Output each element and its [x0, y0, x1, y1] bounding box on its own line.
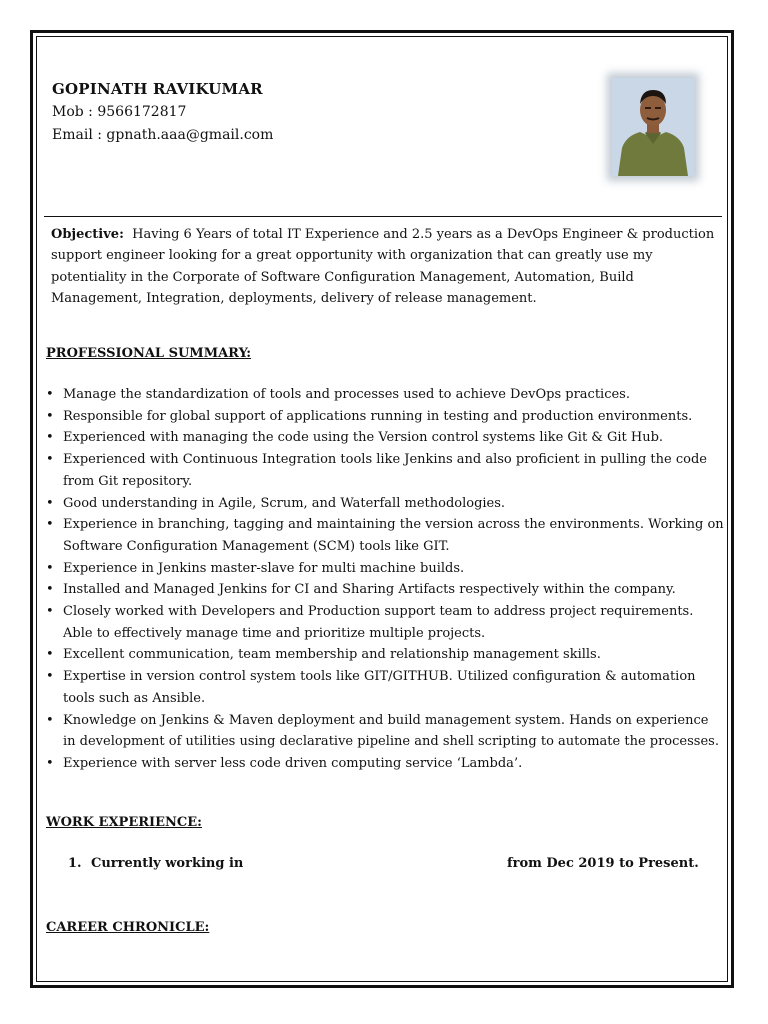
profile-photo-image — [612, 78, 694, 176]
summary-bullet-item — [44, 601, 724, 644]
bullet-dot-icon: • — [46, 755, 54, 771]
summary-bullet-item — [44, 449, 724, 492]
summary-bullet-item — [44, 666, 724, 709]
summary-bullet-item — [44, 384, 724, 406]
objective-text: Having 6 Years of total IT Experience and 2.5 years as a DevOps Engineer & production support engineer looking for a great opportunity with organization that can greatly use my potentiality in the Corporate of Software Configuration Management, Automation, Build Management, Integration, deployments, delivery of release management. — [51, 227, 715, 306]
work-item-number: 1. — [68, 856, 82, 871]
summary-bullet-item — [44, 514, 724, 557]
email-address: Email : gpnath.aaa@gmail.com — [52, 127, 274, 143]
bullet-dot-icon: • — [46, 669, 54, 685]
summary-bullet-text: Experienced with managing the code using the Version control systems like Git & Git Hub. — [63, 430, 664, 446]
summary-bullet-item — [44, 710, 724, 753]
bullet-dot-icon: • — [46, 582, 54, 598]
bullet-dot-icon: • — [46, 495, 54, 511]
summary-bullet-text: Experienced with Continuous Integration tools like Jenkins and also proficient in pulling the code from Git repository. — [63, 452, 707, 489]
mobile-number: Mob : 9566172817 — [52, 104, 187, 120]
summary-bullet-item — [44, 753, 724, 775]
summary-bullet-text: Manage the standardization of tools and processes used to achieve DevOps practices. — [63, 387, 630, 402]
bullet-dot-icon: • — [46, 430, 54, 446]
bullet-dot-icon: • — [46, 647, 54, 663]
candidate-name: GOPINATH RAVIKUMAR — [52, 80, 263, 98]
work-experience-heading: WORK EXPERIENCE: — [46, 815, 202, 830]
summary-bullet-item — [44, 493, 724, 515]
bullet-dot-icon: • — [46, 604, 54, 620]
summary-bullet-item — [44, 406, 724, 428]
objective-section — [51, 224, 723, 309]
bullet-dot-icon: • — [46, 408, 54, 424]
work-item-period: from Dec 2019 to Present. — [507, 856, 699, 871]
summary-bullet-item — [44, 579, 724, 601]
professional-summary-list — [44, 384, 724, 775]
summary-bullet-text: Experience in branching, tagging and maintaining the version across the environments. Working on Software Configuration Management (SCM) tools like GIT. — [63, 517, 724, 554]
summary-bullet-text: Excellent communication, team membership and relationship management skills. — [63, 647, 601, 663]
summary-bullet-text: Responsible for global support of applications running in testing and production environments. — [63, 408, 693, 424]
professional-summary-heading: PROFESSIONAL SUMMARY: — [46, 346, 252, 361]
career-chronicle-heading: CAREER CHRONICLE: — [46, 920, 210, 935]
work-item-text: Currently working in — [91, 856, 244, 871]
summary-bullet-item — [44, 427, 724, 449]
summary-bullet-text: Good understanding in Agile, Scrum, and Waterfall methodologies. — [63, 495, 506, 511]
summary-bullet-text: Installed and Managed Jenkins for CI and Sharing Artifacts respectively within the company. — [63, 582, 676, 598]
summary-bullet-text: Experience with server less code driven computing service ‘Lambda’. — [63, 755, 523, 771]
profile-photo — [612, 78, 694, 176]
header-divider — [44, 216, 722, 217]
bullet-dot-icon: • — [46, 387, 54, 402]
summary-bullet-item — [44, 644, 724, 666]
summary-bullet-text: Experience in Jenkins master-slave for multi machine builds. — [63, 560, 465, 576]
bullet-dot-icon: • — [46, 517, 54, 533]
bullet-dot-icon: • — [46, 452, 54, 468]
summary-bullet-text: Expertise in version control system tools like GIT/GITHUB. Utilized configuration & automation tools such as Ansible. — [63, 669, 696, 706]
bullet-dot-icon: • — [46, 712, 54, 728]
summary-bullet-text: Closely worked with Developers and Production support team to address project requirements. Able to effectively manage time and prioritize multiple projects. — [63, 604, 694, 641]
summary-bullet-text: Knowledge on Jenkins & Maven deployment and build management system. Hands on experience in development of utilities using declarative pipeline and shell scripting to automate the processes. — [63, 712, 719, 750]
bullet-dot-icon: • — [46, 560, 54, 576]
objective-label: Objective: — [51, 227, 124, 242]
summary-bullet-item — [44, 558, 724, 580]
